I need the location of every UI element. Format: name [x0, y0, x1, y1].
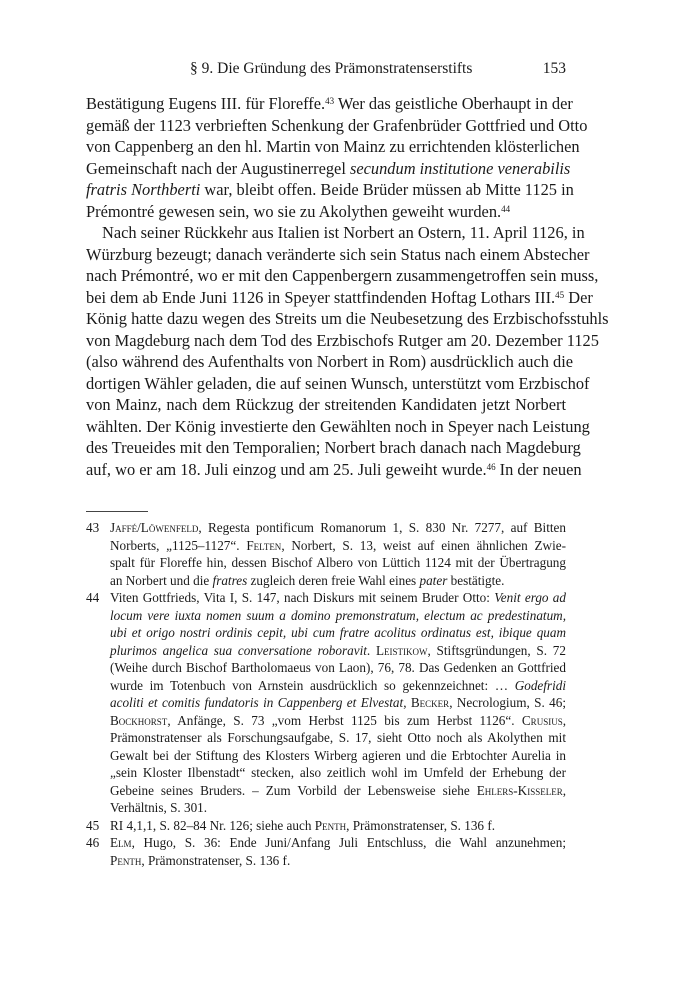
footnote-line: Gewalt bei der Stiftung des Klosters Wirberg agieren und die Erbtochter Aurelia in: [110, 747, 566, 763]
text-line: von Mainz, nach dem Rückzug der streitenden Kandidaten jetzt Norbert: [86, 395, 566, 414]
footnote-line: Gebeine seines Bruders. – Zum Vorbild der Lebensweise siehe Ehlers-Kisseler,: [110, 782, 566, 798]
text-line: Nach seiner Rückkehr aus Italien ist Norbert an Ostern, 11. April 1126, in: [102, 223, 585, 242]
text-line: (also während des Aufenthalts von Norbert in Rom) ausdrücklich auch die: [86, 352, 574, 371]
footnote-number: 45: [86, 817, 100, 833]
footnote-46: [86, 834, 566, 869]
text-line: von Magdeburg nach dem Tod des Erzbischofs Rutger am 20. Dezember 1125: [86, 330, 599, 350]
text-line: König hatte dazu wegen des Streits um die Neubesetzung des Erzbischofsstuhls: [86, 309, 609, 328]
footnote-line: Penth, Prämonstratenser, S. 136 f.: [110, 852, 291, 868]
footnote-line: Prämonstratenser als Forschungsaufgabe, S. 17, sieht Otto noch als Akolythen mit: [110, 730, 566, 745]
text-line: dortigen Wähler geladen, die auf seinen Wunsch, unterstützt vom Erzbischof: [86, 373, 590, 393]
text-line: fratris Northberti war, bleibt offen. Beide Brüder müssen ab Mitte 1125 in: [86, 180, 574, 199]
footnote-45: [86, 817, 566, 835]
footnote-line: Bockhorst, Anfänge, S. 73 „vom Herbst 1125 bis zum Herbst 1126“. Crusius,: [110, 712, 566, 728]
text-line: bei dem ab Ende Juni 1126 in Speyer stattfindenden Hoftag Lothars III.$^{45}$ Der: [86, 287, 593, 307]
page-number: 153: [542, 60, 566, 77]
footnote-line: Jaffé/Löwenfeld, Regesta pontificum Romanorum 1, S. 830 Nr. 7277, auf Bitten: [110, 520, 566, 535]
text-line: Gemeinschaft nach der Augustinerregel secundum institutione venerabilis: [86, 158, 571, 178]
footnote-line: an Norbert und die fratres zugleich deren freie Wahl eines pater bestätigte.: [110, 572, 505, 588]
footnote-line: Elm, Hugo, S. 36: Ende Juni/Anfang Juli Entschluss, die Wahl anzunehmen;: [110, 835, 566, 850]
footnote-ref-46[interactable]: 46: [486, 461, 496, 472]
page-header: [86, 60, 566, 84]
footnote-line: plurimos angelica sua conversatione roboravit. Leistikow, Stiftsgründungen, S. 72: [110, 642, 566, 658]
text-line: auf, wo er am 18. Juli einzog und am 25. Juli geweiht wurde.$^{46}$ In der neuen: [86, 459, 582, 479]
footnote-rule: [86, 511, 148, 512]
text-line: nach Prémontré, wo er mit den Cappenbergern zusammengetroffen sein muss,: [86, 266, 599, 285]
text-line: Prémontré gewesen sein, wo sie zu Akolythen geweiht wurden.$^{44}$: [86, 201, 511, 221]
text-line: Bestätigung Eugens III. für Floreffe.$^{43}$ Wer das geistliche Oberhaupt in der: [86, 94, 573, 113]
paragraph-1: [86, 93, 588, 222]
footnote-43: [86, 519, 566, 589]
footnotes: [86, 519, 566, 869]
footnote-line: Verhältnis, S. 301.: [110, 800, 208, 815]
footnote-number: 43: [86, 520, 100, 535]
footnote-line: spalt für Floreffe hin, dessen Bischof Albero von Lüttich 1124 mit der Übertragung: [110, 555, 566, 570]
footnote-line: acoliti et comitis fundatoris in Cappenberg et Elvestat, Becker, Necrologium, S. 46;: [110, 695, 567, 710]
text-line: gemäß der 1123 verbrieften Schenkung der Grafenbrüder Gottfried und Otto: [86, 115, 588, 135]
footnote-line: (Weihe durch Bischof Bartholomaeus von Laon), 76, 78. Das Gedenken an Gottfried: [110, 660, 566, 675]
footnote-line: locum vere iuxta nomen suum a domino premonstratum, electum ac predestinatum,: [110, 607, 566, 623]
footnote-number: 46: [86, 835, 100, 850]
footnote-ref-43[interactable]: 43: [325, 96, 335, 106]
footnote-line: ubi et origo nostri ordinis cepit, ubi cum fratre acolitus ordinatus est, ibique quam: [110, 625, 566, 640]
footnote-line: Norberts, „1125–1127“. Felten, Norbert, S. 13, weist auf einen ähnlichen Zwie-: [110, 537, 566, 553]
footnote-line: wurde im Totenbuch von Arnstein ausdrücklich so gekennzeichnet: … Godefridi: [110, 677, 566, 693]
text-line: des Treueides mit den Temporalien; Norbert brach danach nach Magdeburg: [86, 438, 581, 457]
running-head: § 9. Die Gründung des Prämonstratenserstifts: [190, 60, 473, 77]
text-line: Würzburg bezeugt; danach veränderte sich sein Status nach einem Abstecher: [86, 244, 590, 264]
paragraph-2: [86, 222, 609, 480]
text-line: wählten. Der König investierte den Gewählten noch in Speyer nach Leistung: [86, 416, 590, 436]
text-line: von Cappenberg an den hl. Martin von Mainz zu errichtenden klösterlichen: [86, 137, 580, 156]
footnote-line: „sein Kloster Ilbenstadt“ stecken, also zeitlich wohl im Umfeld der Erhebung der: [110, 765, 566, 780]
footnote-ref-45[interactable]: 45: [555, 289, 565, 300]
main-text: [86, 93, 609, 480]
footnote-ref-44[interactable]: 44: [501, 203, 511, 214]
footnote-line: Viten Gottfrieds, Vita I, S. 147, nach Diskurs mit seinem Bruder Otto: Venit ergo ad: [110, 590, 566, 605]
footnote-44: [86, 589, 566, 817]
footnote-number: 44: [86, 590, 100, 605]
footnote-line: RI 4,1,1, S. 82–84 Nr. 126; siehe auch Penth, Prämonstratenser, S. 136 f.: [110, 817, 496, 833]
